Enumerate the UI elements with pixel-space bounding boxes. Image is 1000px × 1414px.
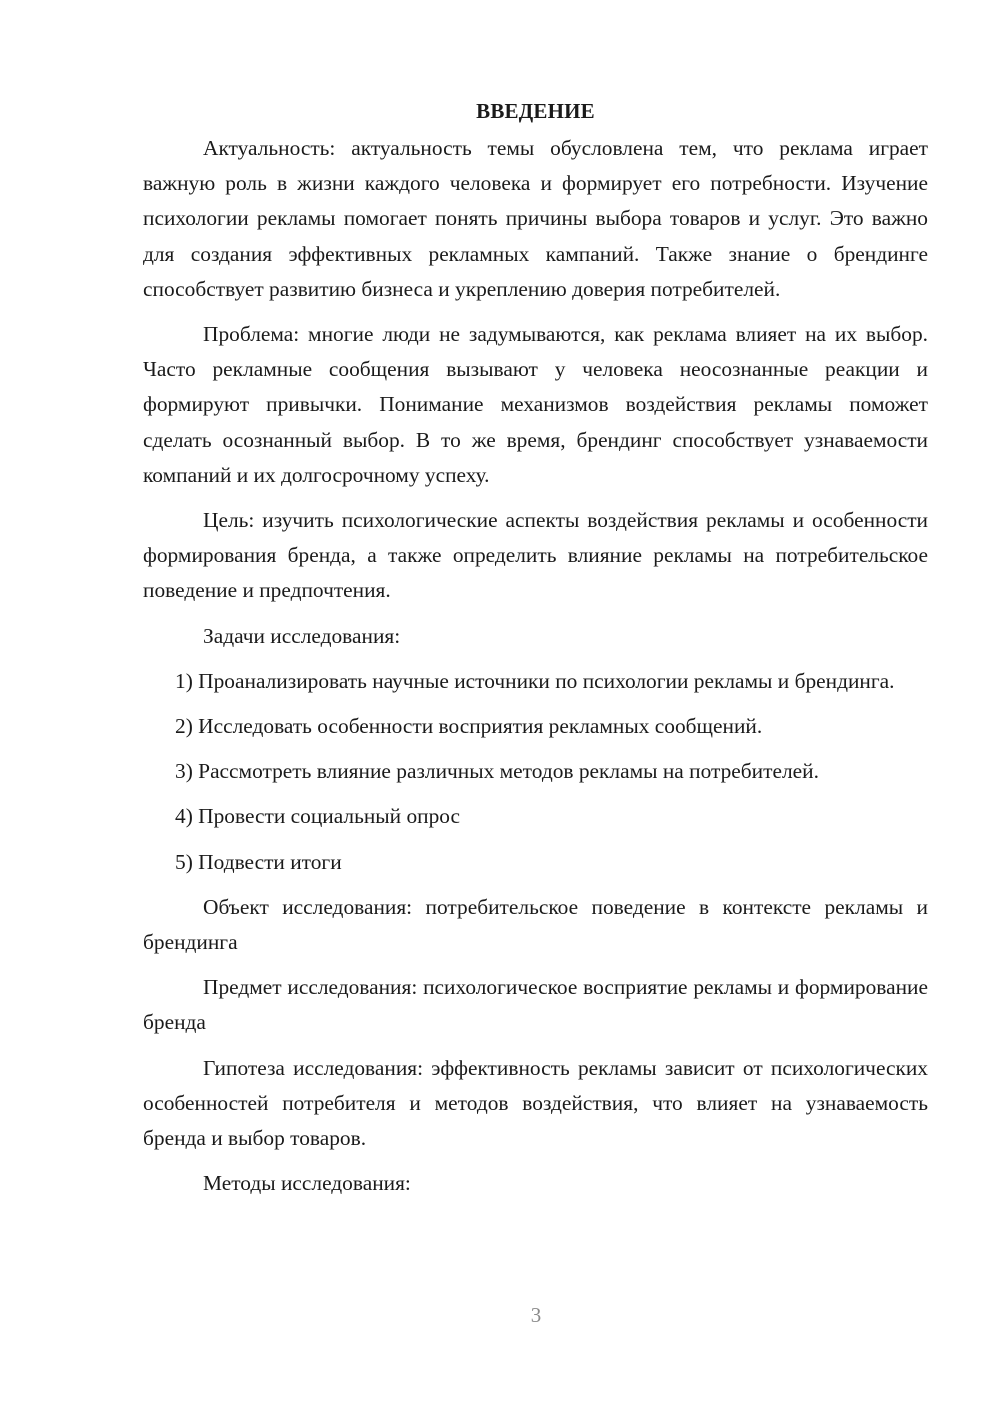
relevance-paragraph: Актуальность: актуальность темы обусловлена тем, что реклама играет важную роль в жизни каждого человека и формирует его потребности. Изучение психологии рекламы помогает понять причины выбора товаров и услуг. Это важно для создания эффективных рекламных кампаний. Также знание о брендинге способствует развитию бизнеса и укреплению доверия потребителей. — [143, 136, 928, 301]
tasks-list — [143, 664, 928, 880]
task-item: 5) Подвести итоги — [175, 849, 342, 874]
object-paragraph: Объект исследования: потребительское поведение в контексте рекламы и брендинга — [143, 894, 928, 955]
tasks-heading: Задачи исследования: — [203, 623, 401, 648]
hypothesis-paragraph: Гипотеза исследования: эффективность рекламы зависит от психологических особенностей потребителя и методов воздействия, что влияет на узнаваемость бренда и выбор товаров. — [143, 1055, 928, 1151]
subject-paragraph: Предмет исследования: психологическое восприятие рекламы и формирование бренда — [143, 975, 928, 1035]
problem-paragraph: Проблема: многие люди не задумываются, как реклама влияет на их выбор. Часто рекламные сообщения вызывают у человека неосознанные реакции и формируют привычки. Понимание механизмов воздействия рекламы поможет сделать осознанный выбор. В то же время, брендинг способствует узнаваемости компаний и их долгосрочному успеху. — [143, 322, 928, 487]
methods-heading: Методы исследования: — [203, 1171, 411, 1196]
goal-paragraph: Цель: изучить психологические аспекты воздействия рекламы и особенности формирования бренда, а также определить влияние рекламы на потребительское поведение и предпочтения. — [143, 508, 928, 603]
task-item: 2) Исследовать особенности восприятия рекламных сообщений. — [175, 714, 763, 739]
document-page — [143, 94, 928, 1211]
task-item: 3) Рассмотреть влияние различных методов рекламы на потребителей. — [175, 759, 819, 784]
task-item: 1) Проанализировать научные источники по психологии рекламы и брендинга. — [175, 668, 895, 693]
task-item: 4) Провести социальный опрос — [175, 804, 461, 829]
section-title: ВВЕДЕНИЕ — [476, 99, 595, 123]
page-number: 3 — [530, 1303, 542, 1327]
